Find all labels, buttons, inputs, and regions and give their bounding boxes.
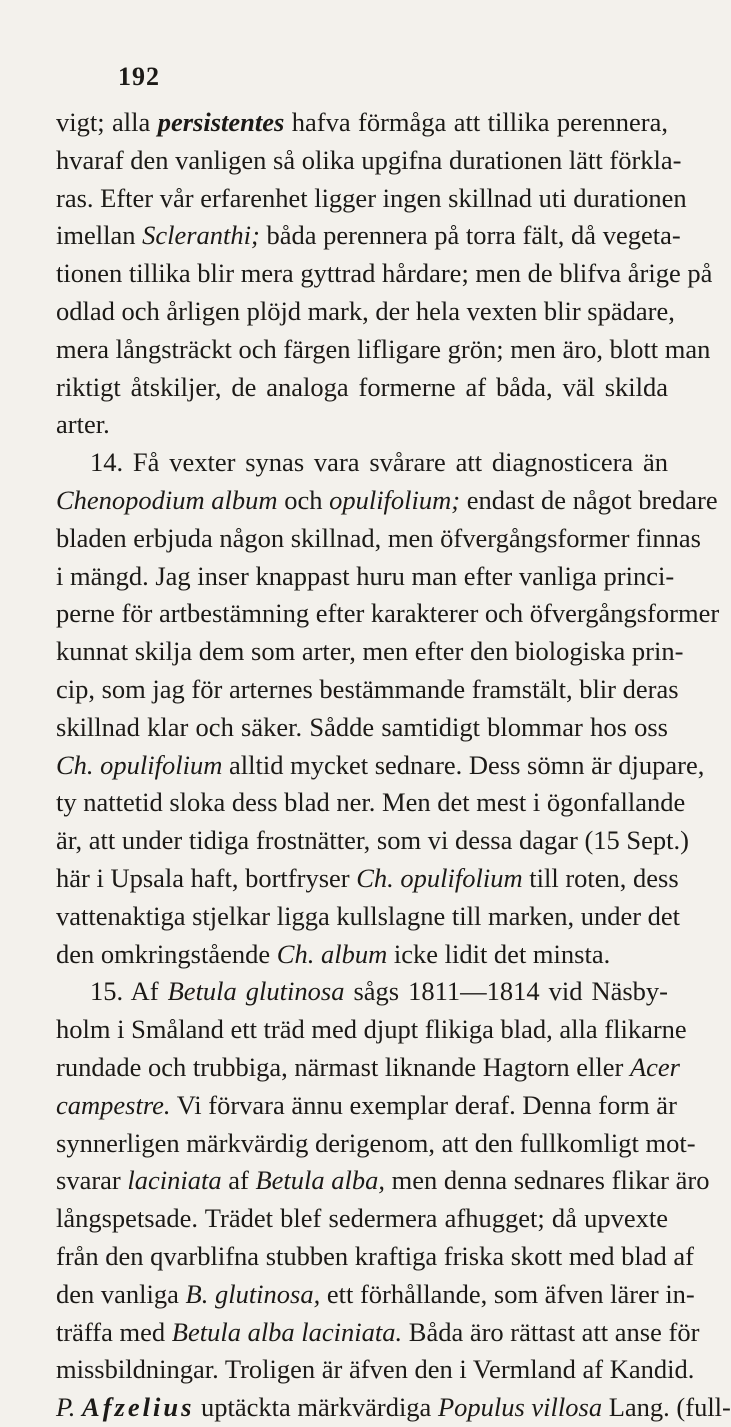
text-run: långspetsade. Trädet blef sedermera afhugget; då upvexte [56,1203,668,1234]
text-line [56,860,679,898]
text-run: är, att under tidiga frostnätter, som vi dessa dagar (15 Sept.) [56,825,689,856]
text-run: imellan [56,220,143,251]
emphasized-text: Afzelius [82,1392,195,1423]
text-run: här i Upsala haft, bortfryser [56,862,357,893]
emphasized-text: Scleranthi; [142,220,260,251]
text-line [56,1238,694,1276]
text-line [56,1087,677,1125]
text-line [56,1200,668,1238]
text-line [56,1276,695,1314]
text-line [56,293,675,331]
text-line [56,709,668,747]
text-run: missbildningar. Troligen är äfven den i Vermland af Kandid. [56,1354,695,1385]
text-line [56,747,705,785]
text-run: svarar [56,1165,128,1196]
emphasized-text: Ch. album [276,938,388,969]
text-run: rundade och trubbiga, närmast liknande Hagtorn eller [56,1051,630,1082]
text-run: träffa med [56,1316,172,1347]
text-line [56,671,679,709]
page-number: 192 [118,62,160,91]
text-run: bladen erbjuda någon skillnad, men öfvergångsformer finnas [56,522,701,553]
emphasized-text: Betula alba, [255,1165,385,1196]
text-run: synnerligen märkvärdig derigenom, att den fullkomligt mot- [56,1127,696,1158]
text-run: i mängd. Jag inser knappast huru man efter vanliga princi- [56,560,675,591]
text-run: men denna sednares flikar äro [384,1165,710,1196]
text-run: endast de något bredare [460,484,718,515]
emphasized-text: Populus villosa [437,1392,603,1423]
text-line [56,104,668,142]
text-line [56,406,668,444]
text-line [56,973,668,1011]
text-run: båda perennera på torra fält, då vegeta- [259,220,681,251]
emphasized-text: P. [56,1392,83,1423]
text-line [56,595,720,633]
text-line [56,482,718,520]
text-line [56,1162,710,1200]
text-line [56,255,713,293]
text-line [56,444,668,482]
text-line [56,822,689,860]
text-line [56,331,711,369]
text-run: från den qvarblifna stubben kraftiga friska skott med blad af [56,1240,694,1271]
text-run: 15. Af [90,976,168,1007]
text-line [56,1049,680,1087]
text-line [56,633,684,671]
emphasized-text: B. glutinosa, [185,1278,321,1309]
text-line [56,1351,695,1389]
text-run: Vi förvara ännu exemplar deraf. Denna form är [170,1089,677,1120]
text-run: af [221,1165,256,1196]
text-line [56,142,682,180]
text-line [56,217,681,255]
text-run: mera långsträckt och färgen lifligare grön; men äro, blott man [56,333,711,364]
text-run: kunnat skilja dem som arter, men efter den biologiska prin- [56,636,684,667]
text-run: perne för artbestämning efter karakterer och öfvergångsformer [56,598,720,629]
emphasized-text: Ch. opulifolium [56,749,223,780]
text-run: riktigt åtskiljer, de analoga formerne af båda, väl skilda [56,371,668,402]
text-run: till roten, dess [522,862,679,893]
text-line [56,1314,700,1352]
emphasized-text: opulifolium; [329,484,461,515]
emphasized-text: Betula glutinosa [167,976,345,1007]
text-run: och [277,484,330,515]
text-run: den vanliga [56,1278,186,1309]
text-run: uptäckta märkvärdiga [194,1392,438,1423]
emphasized-text: Chenopodium album [56,484,278,515]
text-run: skillnad klar och säker. Sådde samtidigt blommar hos oss [56,711,668,742]
text-line [56,1011,687,1049]
text-run: vattenaktiga stjelkar ligga kullslagne till marken, under det [56,900,681,931]
text-line [56,898,681,936]
emphasized-text: Acer [629,1051,680,1082]
text-run: Lang. (full- [602,1392,731,1423]
emphasized-text: campestre. [56,1089,171,1120]
text-line [56,558,675,596]
text-run: tionen tillika blir mera gyttrad hårdare; men de blifva årige på [56,258,713,289]
text-run: den omkringstående [56,938,277,969]
emphasized-text: Ch. opulifolium [356,862,523,893]
body-text [56,104,731,1427]
text-run: 14. Få vexter synas vara svårare att diagnosticera än [90,447,668,478]
text-run: ett förhållande, som äfven lärer in- [320,1278,695,1309]
text-run: alltid mycket sednare. Dess sömn är djupare, [222,749,705,780]
text-run: vigt; alla [56,107,158,137]
emphasized-text: persistentes [157,107,285,137]
text-run: sågs 1811—1814 vid Näsby- [344,976,668,1007]
emphasized-text: laciniata [127,1165,222,1196]
text-line [56,180,687,218]
text-run: hvaraf den vanligen så olika upgifna durationen lätt förkla- [56,144,682,175]
text-line [56,1389,731,1427]
text-run: ras. Efter vår erfarenhet ligger ingen skillnad uti durationen [56,182,687,213]
text-line [56,784,686,822]
text-run: ty nattetid sloka dess blad ner. Men det mest i ögonfallande [56,787,686,818]
text-line [56,520,701,558]
emphasized-text: Betula alba laciniata. [171,1316,403,1347]
text-run: icke lidit det minsta. [387,938,611,969]
text-line [56,369,668,407]
text-run: cip, som jag för arternes bestämmande framstält, blir deras [56,673,679,704]
text-run: hafva förmåga att tillika perennera, [284,107,668,137]
text-line [56,936,668,974]
text-run: holm i Småland ett träd med djupt flikiga blad, alla flikarne [56,1014,687,1045]
text-run: odlad och årligen plöjd mark, der hela vexten blir spädare, [56,295,675,326]
text-run: arter. [56,409,110,440]
text-line [56,1125,696,1163]
text-run: Båda äro rättast att anse för [402,1316,700,1347]
